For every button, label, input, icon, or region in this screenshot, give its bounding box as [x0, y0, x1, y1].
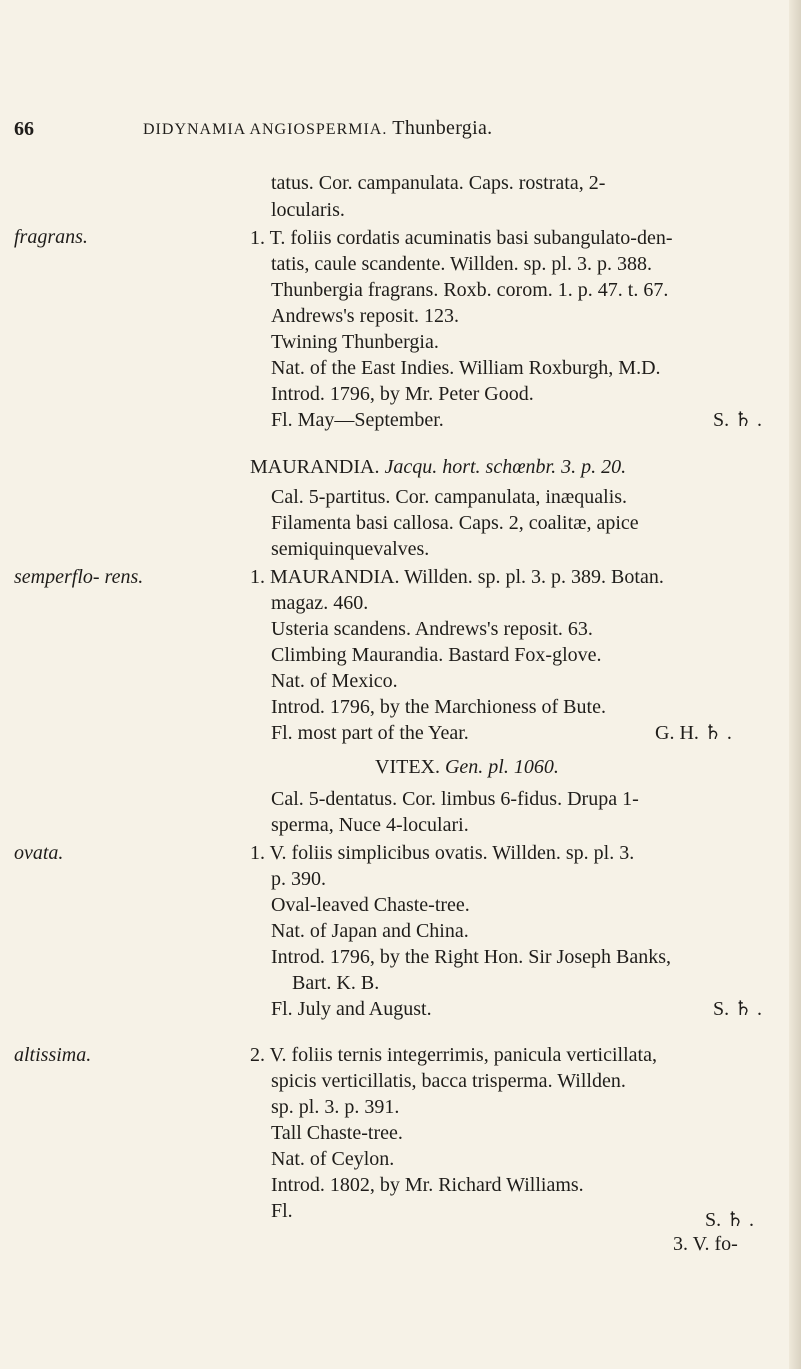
genus-heading — [375, 756, 559, 779]
entry-line: Nat. of Ceylon. — [271, 1148, 395, 1170]
entry-line: Fl. July and August. — [271, 998, 432, 1020]
entry-line: spicis verticillatis, bacca trisperma. Willden. — [271, 1070, 626, 1092]
genus-line: Filamenta basi callosa. Caps. 2, coalitæ, apice — [271, 512, 639, 534]
entry-line: 1. T. foliis cordatis acuminatis basi subangulato-den- — [250, 227, 673, 249]
entry-line: Introd. 1796, by Mr. Peter Good. — [271, 383, 534, 405]
margin-species-name: fragrans. — [14, 226, 88, 248]
genus-line: Cal. 5-dentatus. Cor. limbus 6-fidus. Drupa 1- — [271, 788, 639, 810]
entry-line: tatis, caule scandente. Willden. sp. pl. 3. p. 388. — [271, 253, 652, 275]
habitat-symbol: S. ♄ . — [713, 998, 763, 1020]
entry-line: 1. MAURANDIA. Willden. sp. pl. 3. p. 389. Botan. — [250, 566, 664, 588]
intro-line: locularis. — [271, 199, 345, 221]
entry-line: Fl. — [271, 1200, 293, 1222]
running-head-class: DIDYNAMIA ANGIOSPERMIA. — [143, 121, 388, 138]
entry-line: Bart. K. B. — [292, 972, 380, 994]
margin-species-name: altissima. — [14, 1044, 92, 1066]
genus-line: Cal. 5-partitus. Cor. campanulata, inæqualis. — [271, 486, 628, 508]
habitat-symbol: S. ♄ . — [705, 1209, 755, 1231]
entry-line: Introd. 1796, by the Marchioness of Bute. — [271, 696, 606, 718]
genus-reference: Jacqu. hort. schœnbr. 3. p. 20. — [384, 456, 627, 478]
entry-line: 1. V. foliis simplicibus ovatis. Willden. sp. pl. 3. — [250, 842, 635, 864]
entry-line: Introd. 1802, by Mr. Richard Williams. — [271, 1174, 584, 1196]
entry-line: 2. V. foliis ternis integerrimis, panicula verticillata, — [250, 1044, 657, 1066]
genus-reference: Gen. pl. 1060. — [444, 756, 559, 778]
entry-line: Andrews's reposit. 123. — [271, 305, 460, 327]
entry-line: Climbing Maurandia. Bastard Fox-glove. — [271, 644, 602, 666]
running-head-genus: Thunbergia. — [392, 117, 493, 139]
entry-line: Usteria scandens. Andrews's reposit. 63. — [271, 618, 593, 640]
entry-line: Nat. of Mexico. — [271, 670, 398, 692]
margin-species-name: ovata. — [14, 842, 64, 864]
entry-line: Thunbergia fragrans. Roxb. corom. 1. p. 47. t. 67. — [271, 279, 669, 301]
entry-line: Oval-leaved Chaste-tree. — [271, 894, 470, 916]
habitat-symbol: S. ♄ . — [713, 409, 763, 431]
margin-species-name: semperflo- rens. — [14, 566, 144, 588]
page-edge — [789, 0, 801, 1369]
entry-line: magaz. 460. — [271, 592, 369, 614]
habitat-symbol: G. H. ♄ . — [655, 722, 732, 744]
genus-heading — [250, 456, 626, 479]
intro-line: tatus. Cor. campanulata. Caps. rostrata, 2- — [271, 172, 606, 194]
catchword: 3. V. fo- — [673, 1233, 738, 1255]
entry-line: Nat. of the East Indies. William Roxburgh, M.D. — [271, 357, 661, 379]
genus-line: sperma, Nuce 4-loculari. — [271, 814, 469, 836]
entry-line: Introd. 1796, by the Right Hon. Sir Joseph Banks, — [271, 946, 671, 968]
entry-line: Nat. of Japan and China. — [271, 920, 469, 942]
running-head — [143, 117, 492, 140]
entry-line: p. 390. — [271, 868, 326, 890]
entry-line: Fl. May—September. — [271, 409, 444, 431]
genus-name: VITEX. — [375, 756, 440, 778]
genus-line: semiquinquevalves. — [271, 538, 430, 560]
genus-name: MAURANDIA. — [250, 456, 380, 478]
page-number: 66 — [14, 118, 34, 140]
entry-line: Tall Chaste-tree. — [271, 1122, 403, 1144]
entry-line: sp. pl. 3. p. 391. — [271, 1096, 400, 1118]
entry-line: Twining Thunbergia. — [271, 331, 439, 353]
entry-line: Fl. most part of the Year. — [271, 722, 469, 744]
